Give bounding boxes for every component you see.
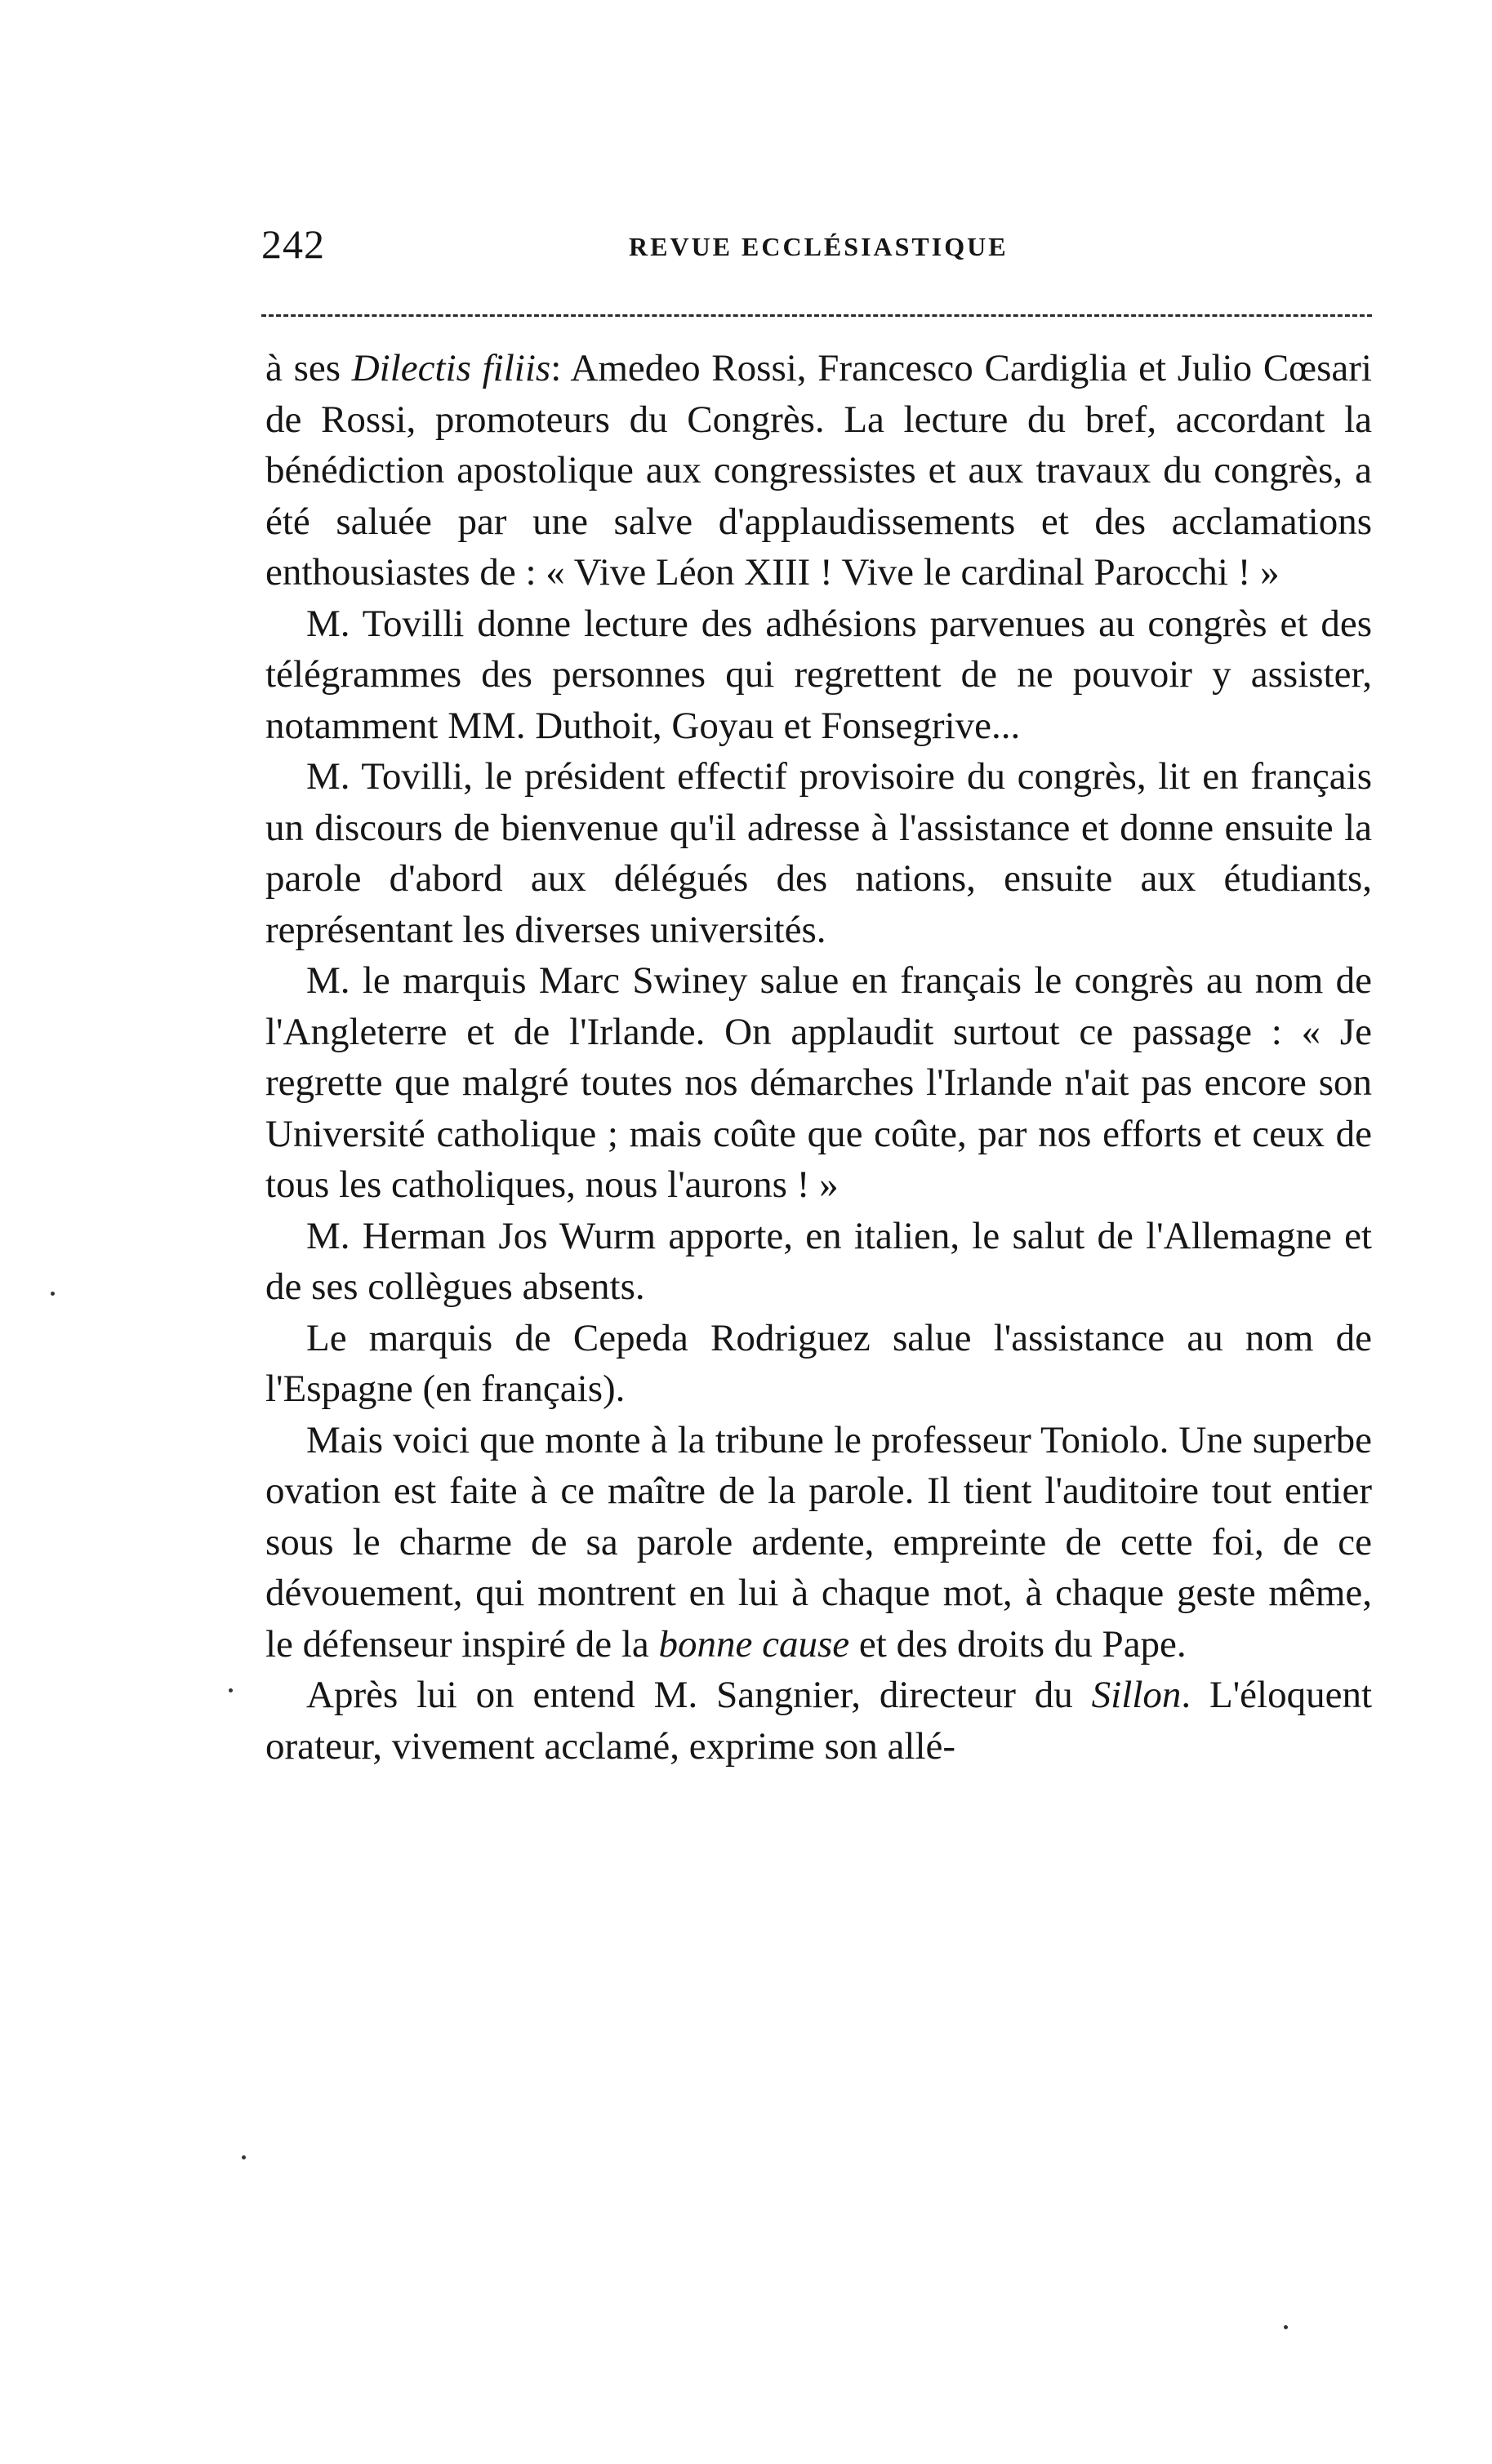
print-speck [1284, 2325, 1288, 2329]
paragraph-4: M. le marquis Marc Swiney salue en français le congrès au nom de l'Angleterre et de l'Irlande. On applaudit surtout ce passage : « Je regrette que malgré toutes nos démarches l'Irlande n'ait pas encore son Université catholique ; mais coûte que coûte, par nos efforts et ceux de tous les catholiques, nous l'aurons ! » [265, 959, 1372, 1206]
paragraph-8-text-after: . L'éloquent orateur, vivement acclamé, exprime son allé- [265, 1674, 1373, 1768]
paragraph-7-text-after: et des droits du Pape. [849, 1622, 1187, 1666]
paragraph-7-text-before: Mais voici que monte à la tribune le professeur Toniolo. Une superbe ovation est faite à ce maître de la parole. Il tient l'auditoire tout entier sous le charme de sa parole ardente, empreinte de cette foi, de ce dévouement, qui montrent en lui à chaque mot, à chaque geste même, le défenseur inspiré de la [265, 1418, 1372, 1666]
paragraph-1-text: : Amedeo Rossi, Francesco Cardiglia et Julio Cœsari de Rossi, promoteurs du Congrès. La lecture du bref, accordant la bénédiction apostolique aux congressistes et aux travaux du congrès, a été saluée par une salve d'applaudissements et des acclamations enthousiastes de : « Vive Léon XIII ! Vive le cardinal Parocchi ! » [265, 347, 1372, 594]
paragraph-8 [265, 1670, 1372, 1772]
paragraph-6: Le marquis de Cepeda Rodriguez salue l'assistance au nom de l'Espagne (en français). [265, 1316, 1372, 1410]
print-speck [242, 2155, 246, 2159]
paragraph-1-lead: à ses [265, 347, 352, 389]
paragraph-1 [265, 343, 1372, 598]
paragraph-2: M. Tovilli donne lecture des adhésions parvenues au congrès et des télégrammes des personnes qui regrettent de ne pouvoir y assister, notamment MM. Duthoit, Goyau et Fonsegrive... [265, 602, 1372, 747]
paragraph-8-italic: Sillon [1091, 1674, 1182, 1716]
paragraph-8-text-before: Après lui on entend M. Sangnier, directeur du [306, 1674, 1092, 1716]
paragraph-1-italic: Dilectis filiis [351, 347, 551, 389]
body-text [265, 343, 1372, 1772]
paragraph-7-italic: bonne cause [658, 1622, 850, 1666]
print-speck [51, 1292, 55, 1296]
page-number: 242 [261, 221, 325, 267]
header-rule [261, 314, 1372, 317]
print-speck [229, 1688, 233, 1692]
paragraph-3: M. Tovilli, le président effectif provisoire du congrès, lit en français un discours de bienvenue qu'il adresse à l'assistance et donne ensuite la parole d'abord aux délégués des nations, ensuite aux étudiants, représentant les diverses universités. [265, 755, 1372, 951]
page-header [261, 220, 1372, 286]
paragraph-7 [265, 1415, 1372, 1670]
running-head: REVUE ECCLÉSIASTIQUE [629, 232, 1009, 261]
paragraph-5: M. Herman Jos Wurm apporte, en italien, le salut de l'Allemagne et de ses collègues absents. [265, 1214, 1372, 1308]
